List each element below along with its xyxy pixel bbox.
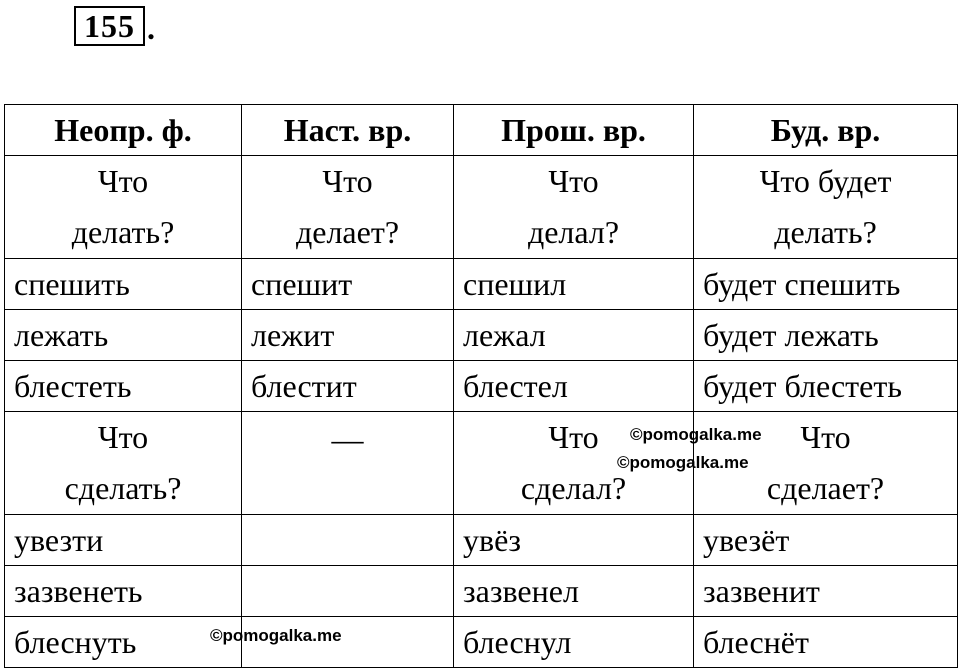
table-row (5, 361, 958, 412)
question-cell (5, 156, 242, 259)
table-cell: лежал (454, 310, 694, 361)
table-cell: будет спешить (694, 259, 958, 310)
exercise-number-box: 155 (74, 6, 145, 46)
table-cell: лежать (5, 310, 242, 361)
table-cell: блеснуть (5, 617, 242, 668)
table-cell: увезти (5, 515, 242, 566)
table-cell: спешил (454, 259, 694, 310)
watermark: ©pomogalka.me (617, 453, 749, 472)
watermark: ©pomogalka.me (210, 626, 342, 645)
question-line: делает? (295, 214, 400, 250)
question-line: сделает? (766, 470, 885, 506)
question-line: сделать? (64, 470, 182, 506)
question-cell (454, 156, 694, 259)
question-line: Что (548, 419, 599, 455)
exercise-number-dot: . (147, 10, 155, 46)
table-cell: спешит (242, 259, 454, 310)
verb-forms-table (4, 104, 958, 668)
question-line: делать? (71, 214, 175, 250)
table-cell: блестел (454, 361, 694, 412)
table-cell (242, 515, 454, 566)
exercise-number (74, 6, 155, 46)
question-cell (5, 412, 242, 515)
question-cell (242, 156, 454, 259)
table-cell: блеснул (454, 617, 694, 668)
table-cell: блестит (242, 361, 454, 412)
question-line: Что (97, 163, 149, 199)
question-line: Что будет (759, 163, 892, 199)
question-row-imperfective (5, 156, 958, 259)
header-row (5, 105, 958, 156)
table-row (5, 566, 958, 617)
header-present: Наст. вр. (242, 105, 454, 156)
question-line: Что (322, 163, 373, 199)
question-line: Что (800, 419, 851, 455)
question-row-perfective (5, 412, 958, 515)
header-infinitive: Неопр. ф. (5, 105, 242, 156)
table-row (5, 310, 958, 361)
question-line: Что (97, 419, 149, 455)
header-future: Буд. вр. (694, 105, 958, 156)
table-cell: будет блестеть (694, 361, 958, 412)
table-cell (242, 566, 454, 617)
question-cell (242, 412, 454, 515)
question-line: делать? (774, 214, 877, 250)
question-line: делал? (527, 214, 620, 250)
table-cell: будет лежать (694, 310, 958, 361)
table-cell: спешить (5, 259, 242, 310)
table-cell: зазвенел (454, 566, 694, 617)
table-cell: блеснёт (694, 617, 958, 668)
question-line: Что (548, 163, 599, 199)
header-past: Прош. вр. (454, 105, 694, 156)
table-row (5, 617, 958, 668)
table-row (5, 515, 958, 566)
table-row (5, 259, 958, 310)
question-cell (694, 156, 958, 259)
table-cell: лежит (242, 310, 454, 361)
question-line: сделал? (520, 470, 627, 506)
table-cell: блестеть (5, 361, 242, 412)
table-cell: зазвенеть (5, 566, 242, 617)
table-cell: зазвенит (694, 566, 958, 617)
watermark: ©pomogalka.me (630, 425, 762, 444)
dash-placeholder: — (331, 420, 364, 457)
table-cell: увёз (454, 515, 694, 566)
table-cell: увезёт (694, 515, 958, 566)
